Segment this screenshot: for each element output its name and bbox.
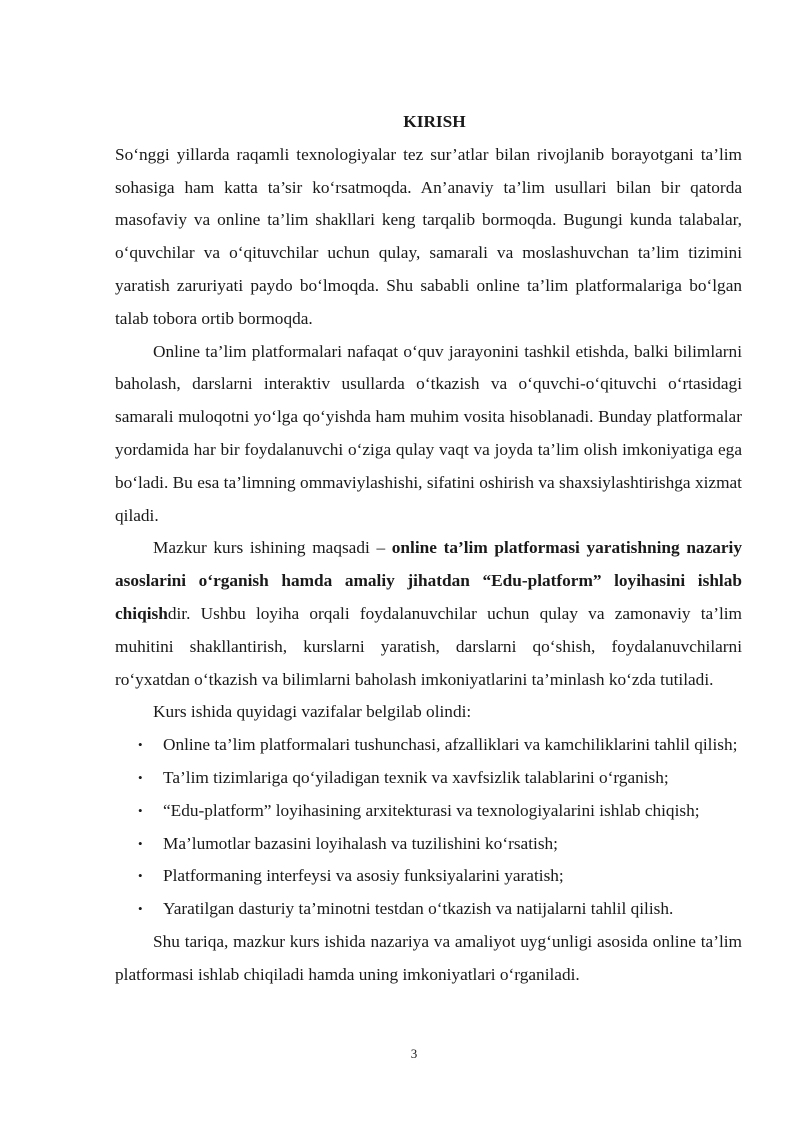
intro-paragraph-2: Online ta’lim platformalari nafaqat o‘quv jarayonini tashkil etishda, balki bilimlarni baholash, darslarni interaktiv usullarda o‘tkazish va o‘quvchi-o‘qituvchi o‘rtasidagi samarali muloqotni yo‘lga qo‘yishda ham muhim vosita hisoblanadi. Bunday platformalar yordamida har bir foydalanuvchi o‘ziga qulay vaqt va joyda ta’lim olish imkoniyatiga ega bo‘ladi. Bu esa ta’limning ommaviylashishi, sifatini oshirish va shaxsiylashtirishga xizmat qiladi.: [115, 341, 742, 525]
goal-tail-text: dir. Ushbu loyiha orqali foydalanuvchilar uchun qulay va zamonaviy ta’lim muhitini shakllantirish, kurslarni yaratish, darslarni qo‘shish, foydalanuvchilarni ro‘yxatdan o‘tkazish va bilimlarni baholash imkoniyatlarini ta’minlash ko‘zda tutiladi.: [115, 603, 742, 689]
goal-paragraph: [115, 532, 742, 696]
list-item: [138, 762, 742, 795]
bullet-icon: •: [138, 868, 143, 884]
task-text: “Edu-platform” loyihasining arxitekturasi va texnologiyalarini ishlab chiqish;: [163, 800, 700, 820]
list-item: [138, 828, 742, 861]
goal-bold-text: online ta’lim platformasi yaratishning nazariy asoslarini o‘rganish hamda amaliy jihatdan “Edu-platform” loyihasini ishlab chiqish: [115, 538, 743, 623]
bullet-icon: •: [138, 769, 143, 785]
task-text: Yaratilgan dasturiy ta’minotni testdan o‘tkazish va natijalarni tahlil qilish.: [163, 899, 674, 919]
goal-lead-text: Mazkur kurs ishining maqsadi –: [153, 538, 392, 558]
intro-paragraph-1: So‘nggi yillarda raqamli texnologiyalar tez sur’atlar bilan rivojlanib borayotgani ta’lim sohasiga ham katta ta’sir ko‘rsatmoqda. An’anaviy ta’lim usullari bilan bir qatorda masofaviy va online ta’lim shakllari keng tarqalib bormoqda. Bugungi kunda talabalar, o‘quvchilar va o‘qituvchilar uchun qulay, samarali va moslashuvchan ta’lim tizimini yaratish zaruriyati paydo bo‘lmoqda. Shu sababli online ta’lim platformalariga bo‘lgan talab tobora ortib bormoqda.: [115, 144, 742, 328]
list-item: [138, 729, 742, 762]
bullet-icon: •: [138, 835, 143, 851]
bullet-icon: •: [138, 737, 143, 753]
task-text: Platformaning interfeysi va asosiy funksiyalarini yaratish;: [163, 866, 564, 886]
task-text: Online ta’lim platformalari tushunchasi, afzalliklari va kamchiliklarini tahlil qilish;: [163, 735, 738, 755]
tasks-intro: Kurs ishida quyidagi vazifalar belgilab olindi:: [153, 702, 472, 722]
list-item: [138, 860, 742, 893]
page-heading: KIRISH: [403, 112, 466, 131]
list-item: [138, 795, 742, 828]
task-text: Ta’lim tizimlariga qo‘yiladigan texnik va xavfsizlik talablarini o‘rganish;: [163, 767, 669, 787]
conclusion-paragraph: Shu tariqa, mazkur kurs ishida nazariya va amaliyot uyg‘unligi asosida online ta’lim platformasi ishlab chiqiladi hamda uning imkoniyatlari o‘rganiladi.: [115, 931, 742, 984]
bullet-icon: •: [138, 802, 143, 818]
list-item: [138, 893, 742, 926]
page-number: 3: [410, 1046, 418, 1061]
bullet-icon: •: [138, 901, 143, 917]
page-content: [115, 106, 742, 992]
tasks-list: [115, 729, 742, 926]
task-text: Ma’lumotlar bazasini loyihalash va tuzilishini ko‘rsatish;: [163, 833, 558, 853]
